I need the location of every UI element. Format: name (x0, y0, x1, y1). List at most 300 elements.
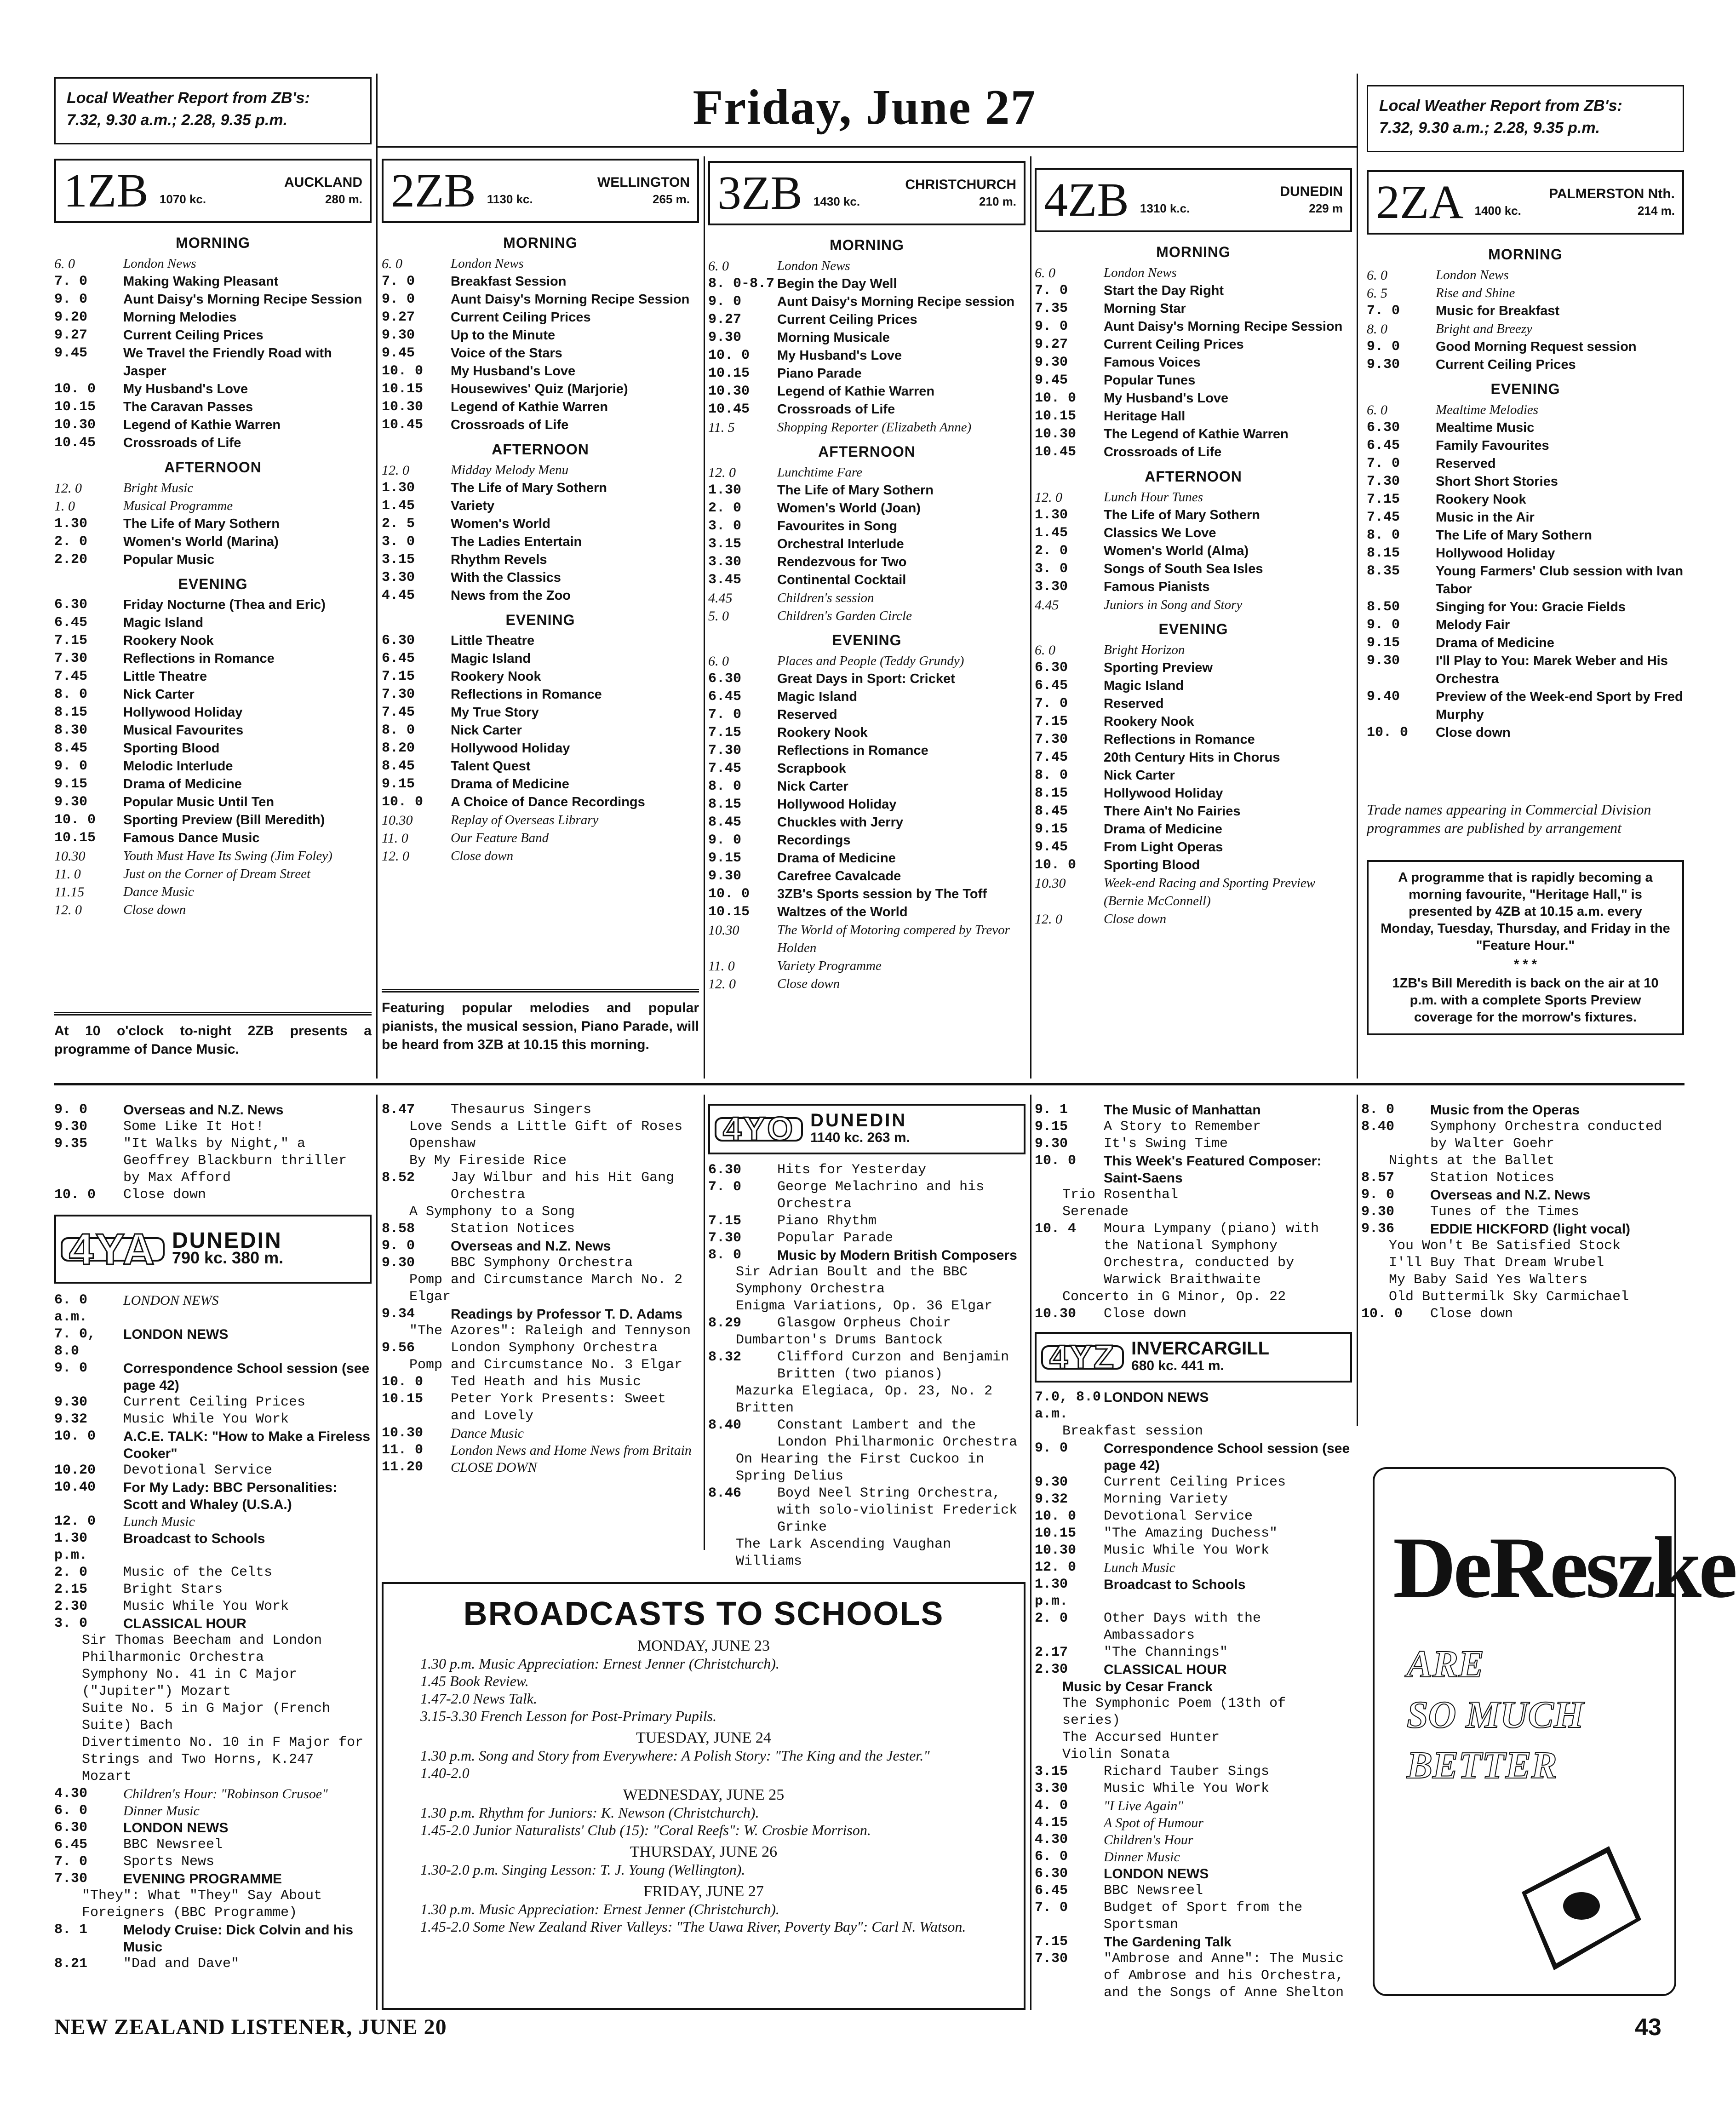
programme-time: 3.15 (708, 536, 742, 552)
programme-row (708, 347, 1026, 365)
programme-row (54, 1479, 372, 1513)
schedule-2za (1367, 239, 1684, 742)
schools-day: WEDNESDAY, JUNE 25 (623, 1786, 785, 1803)
programme-time: 4.15 (1035, 1815, 1068, 1830)
programme-time: 2. 0 (708, 500, 742, 516)
programme-title: Music by Modern British Composers (777, 1248, 1017, 1263)
station-4ya-header (54, 1215, 372, 1284)
programme-row (54, 273, 372, 291)
cigarette-box-icon (1513, 1837, 1650, 1984)
programme-title: My Husband's Love (1104, 391, 1229, 406)
programme-detail: You Won't Be Satisfied Stock (1389, 1238, 1621, 1254)
programme-time: 1.30 (382, 480, 415, 496)
programme-time: 9.45 (382, 345, 415, 361)
programme-row (1035, 1644, 1352, 1661)
programme-title: Favourites in Song (777, 519, 898, 534)
programme-time: 1.45 (382, 498, 415, 514)
separator-stars: * * * (1514, 957, 1537, 972)
programme-time: 6.30 (382, 633, 415, 648)
column-divider (1030, 156, 1031, 1079)
programme-row (1035, 318, 1352, 336)
programme-time: 3.45 (708, 572, 742, 588)
programme-time: 7.15 (708, 1213, 742, 1229)
programme-time: 10. 0 (708, 348, 750, 363)
programme-time: 12. 0 (54, 902, 82, 918)
programme-time: 10.15 (708, 904, 750, 920)
programme-title: Hollywood Holiday (777, 797, 897, 812)
programme-title: Legend of Kathie Warren (451, 400, 608, 414)
schools-line: 1.30 p.m. Music Appreciation: Ernest Jenner (Christchurch). (420, 1901, 779, 1917)
programme-row (54, 1581, 372, 1598)
programme-row (54, 551, 372, 569)
programme-title: Broadcast to Schools (123, 1531, 265, 1546)
section-heading: AFTERNOON (1145, 468, 1242, 485)
programme-title: Nick Carter (451, 723, 522, 738)
programme-title: Some Like It Hot! (123, 1119, 264, 1135)
programme-title: Bright and Breezy (1436, 321, 1532, 336)
weather-left-line2: 7.32, 9.30 a.m.; 2.28, 9.35 p.m. (67, 111, 288, 129)
programme-row (1035, 1933, 1352, 1951)
programme-time: 2. 0 (54, 534, 88, 550)
programme-row (382, 479, 699, 497)
programme-title: Music in the Air (1436, 510, 1535, 525)
programme-title: Ted Heath and his Music (451, 1374, 642, 1390)
heritage-hall-box (1367, 860, 1684, 1035)
programme-title: CLASSICAL HOUR (1104, 1662, 1227, 1677)
programme-row (1367, 562, 1684, 598)
programme-title: Jay Wilbur and his Hit Gang Orchestra (451, 1170, 675, 1203)
programme-title: Children's session (777, 591, 874, 605)
programme-title: Carefree Cavalcade (777, 869, 901, 884)
programme-time: 8. 0 (708, 1247, 742, 1263)
station-city: WELLINGTON (597, 175, 690, 190)
station-metres: 210 m. (979, 195, 1016, 208)
programme-title: Close down (451, 849, 514, 863)
programme-time: 8.29 (708, 1315, 742, 1331)
column-divider (376, 74, 378, 1079)
programme-title: Clifford Curzon and Benjamin Britten (two pianos) (777, 1349, 1009, 1382)
programme-row (382, 686, 699, 704)
programme-title: The Life of Mary Sothern (1436, 528, 1592, 543)
programme-detail: My Baby Said Yes Walters (1389, 1272, 1588, 1288)
programme-row (382, 291, 699, 309)
programme-row (1035, 1525, 1352, 1542)
programme-row (708, 957, 1026, 975)
programme-title: The Life of Mary Sothern (777, 483, 934, 498)
programme-time: 9.30 (54, 1394, 88, 1410)
programme-row (1035, 1814, 1352, 1831)
programme-time: 6.30 (708, 671, 742, 687)
programme-time: 10.20 (54, 1463, 96, 1478)
programme-time: 6.30 (54, 597, 88, 613)
programme-row (1361, 1170, 1683, 1187)
ad-tagline-1: ARE (1407, 1643, 1484, 1686)
programme-row (54, 883, 372, 901)
programme-title: Crossroads of Life (123, 436, 241, 450)
programme-title: Morning Variety (1104, 1492, 1228, 1507)
programme-row (1035, 542, 1352, 560)
programme-row (54, 775, 372, 793)
programme-title: Dinner Music (123, 1803, 200, 1819)
programme-title: Our Feature Band (451, 831, 549, 845)
programme-time: 6. 5 (1367, 286, 1387, 301)
programme-row (1361, 1187, 1683, 1204)
column-divider (1357, 74, 1358, 1079)
programme-row (1361, 1153, 1683, 1170)
programme-row (1035, 488, 1352, 506)
programme-row (1035, 1729, 1352, 1746)
programme-time: 9. 0 (382, 1238, 415, 1254)
programme-detail: Pomp and Circumstance No. 3 Elgar (409, 1357, 683, 1373)
programme-time: 10. 0 (1035, 1509, 1077, 1524)
section-heading: AFTERNOON (164, 459, 262, 476)
programme-title: Replay of Overseas Library (451, 813, 599, 827)
programme-time: 10. 0 (382, 363, 424, 379)
programme-time: 6. 0 (708, 654, 729, 669)
schools-day: FRIDAY, JUNE 27 (643, 1883, 764, 1900)
programme-title: Youth Must Have Its Swing (Jim Foley) (123, 849, 332, 863)
programme-time: 7. 0 (1367, 456, 1400, 471)
programme-time: 10.30 (382, 813, 413, 828)
programme-title: Devotional Service (123, 1463, 273, 1478)
programme-row (708, 464, 1026, 482)
programme-row (1367, 724, 1684, 742)
programme-title: My Husband's Love (451, 364, 576, 379)
programme-title: Women's World (Marina) (123, 534, 279, 549)
programme-row (1035, 713, 1352, 731)
programme-row (54, 533, 372, 551)
programme-title: Talent Quest (451, 759, 531, 774)
programme-row (708, 499, 1026, 517)
programme-time: 9.45 (1035, 373, 1068, 388)
programme-time: 9.30 (1367, 653, 1400, 669)
programme-row (382, 1119, 699, 1153)
programme-row (708, 1485, 1026, 1536)
programme-row (1035, 1661, 1352, 1678)
programme-title: London News (451, 256, 524, 271)
programme-title: Famous Pianists (1104, 579, 1210, 594)
station-kc: 1070 kc. (159, 192, 206, 206)
programme-row (708, 589, 1026, 607)
programme-title: Scrapbook (777, 761, 846, 776)
programme-title: Aunt Daisy's Morning Recipe Session (1104, 319, 1343, 334)
programme-row (382, 1357, 699, 1374)
programme-row (54, 416, 372, 434)
programme-row (708, 1213, 1026, 1230)
programme-row (1035, 1440, 1352, 1474)
programme-time: 10.15 (1035, 408, 1077, 424)
programme-title: Magic Island (1104, 678, 1184, 693)
programme-title: EVENING PROGRAMME (123, 1871, 282, 1887)
programme-time: 6. 0 (54, 1803, 88, 1819)
programme-row (1035, 1423, 1352, 1440)
programme-title: Hollywood Holiday (123, 705, 243, 720)
programme-row (708, 652, 1026, 670)
programme-title: Nick Carter (1104, 768, 1175, 783)
programme-row (1035, 1153, 1352, 1187)
programme-row (382, 1102, 699, 1119)
programme-title: Popular Music Until Ten (123, 795, 275, 809)
programme-title: EDDIE HICKFORD (light vocal) (1430, 1222, 1631, 1237)
programme-time: 9.36 (1361, 1221, 1395, 1237)
programme-row (1035, 1780, 1352, 1797)
programme-title: Week-end Racing and Sporting Preview (Bernie McConnell) (1104, 876, 1316, 908)
programme-row (708, 311, 1026, 329)
programme-time: 9. 0 (708, 832, 742, 848)
programme-time: 9.45 (54, 345, 88, 361)
programme-time: 8.21 (54, 1956, 88, 1972)
programme-time: 3.15 (382, 552, 415, 568)
programme-time: 10. 0 (382, 794, 424, 810)
programme-title: We Travel the Friendly Road with Jasper (123, 346, 332, 379)
programme-time: 9.30 (1035, 355, 1068, 370)
programme-detail: Violin Sonata (1062, 1747, 1170, 1762)
station-meta (1140, 184, 1343, 217)
programme-row (708, 742, 1026, 760)
section-heading: EVENING (1158, 621, 1228, 637)
programme-time: 8. 0 (1035, 768, 1068, 783)
programme-time: 12. 0 (708, 976, 736, 992)
station-header-1zb (54, 159, 372, 223)
programme-row (54, 722, 372, 740)
programme-row (708, 365, 1026, 383)
programme-row (708, 517, 1026, 535)
col3-lower (708, 1104, 1026, 1570)
broadcasts-to-schools (382, 1582, 1026, 2010)
schools-line: 1.40-2.0 (420, 1765, 470, 1781)
programme-time: 12. 0 (1035, 1560, 1077, 1575)
programme-row (54, 291, 372, 309)
programme-row (54, 847, 372, 865)
programme-detail: Pomp and Circumstance March No. 2 Elgar (409, 1272, 683, 1305)
programme-title: Overseas and N.Z. News (1430, 1188, 1591, 1203)
programme-title: Housewives' Quiz (Marjorie) (451, 382, 628, 396)
programme-time: 3.15 (1035, 1764, 1068, 1779)
weather-left-line1: Local Weather Report from ZB's: (67, 89, 310, 107)
programme-title: Reflections in Romance (451, 687, 602, 702)
station-city: DUNEDIN (1280, 184, 1343, 199)
programme-title: London News (1104, 265, 1177, 280)
page-title: Friday, June 27 (693, 80, 1037, 135)
programme-title: BBC Newsreel (1104, 1883, 1203, 1899)
programme-title: Current Ceiling Prices (1104, 337, 1244, 352)
programme-title: News from the Zoo (451, 588, 571, 603)
programme-row (382, 416, 699, 434)
programme-time: 3. 0 (382, 534, 415, 550)
programme-time: 10. 0 (708, 886, 750, 902)
station-frequency (1475, 202, 1675, 219)
programme-time: 10.45 (382, 417, 424, 433)
programme-title: Melodic Interlude (123, 759, 233, 774)
programme-time: 9.27 (708, 312, 742, 327)
programme-row (1361, 1272, 1683, 1289)
programme-row (1035, 641, 1352, 659)
programme-time: 10.15 (708, 366, 750, 381)
bill-meredith-note: 1ZB's Bill Meredith is back on the air at 10 p.m. with a complete Sports Preview coverage for the morrow's fixtures. (1392, 976, 1659, 1025)
programme-title: "Ambrose and Anne": The Music of Ambrose and his Orchestra, and the Songs of Anne Shelton (1104, 1951, 1344, 2001)
programme-row (1367, 266, 1684, 284)
programme-row (1035, 785, 1352, 803)
programme-row (708, 814, 1026, 832)
programme-time: 8. 0 (1367, 528, 1400, 543)
station-city: PALMERSTON Nth. (1549, 186, 1675, 201)
programme-row (708, 419, 1026, 436)
programme-title: Music While You Work (1104, 1781, 1270, 1796)
programme-title: The Caravan Passes (123, 400, 253, 414)
programme-title: Breakfast Session (451, 274, 567, 289)
programme-time: 2. 0 (1035, 543, 1068, 559)
schedule-3zb (708, 230, 1026, 993)
programme-row (382, 1442, 699, 1459)
programme-title: The Ladies Entertain (451, 534, 582, 549)
programme-time: 1.45 (1035, 525, 1068, 541)
programme-title: Other Days with the Ambassadors (1104, 1611, 1261, 1643)
programme-title: Music While You Work (123, 1411, 289, 1427)
programme-row (1035, 1576, 1352, 1610)
programme-row (1367, 419, 1684, 437)
station-4ya-city: DUNEDIN (172, 1228, 282, 1253)
programme-time: 3. 0 (708, 518, 742, 534)
programme-row (54, 1888, 372, 1922)
column-divider (376, 1095, 378, 2010)
programme-title: For My Lady: BBC Personalities: Scott and Whaley (U.S.A.) (123, 1480, 338, 1512)
programme-detail: Nights at the Ballet (1389, 1153, 1555, 1169)
programme-time: 9. 0 (1367, 617, 1400, 633)
programme-title: Melody Fair (1436, 618, 1510, 632)
programme-time: 9.15 (1035, 821, 1068, 837)
programme-row (382, 344, 699, 362)
programme-title: Constant Lambert and the London Philharmonic Orchestra (777, 1417, 1018, 1450)
programme-title: Rookery Nook (1104, 714, 1194, 729)
programme-time: 9.15 (54, 776, 88, 792)
programme-detail: By My Fireside Rice (409, 1153, 567, 1169)
ad-brand: DeReszke (1393, 1520, 1735, 1616)
programme-row (1367, 338, 1684, 356)
programme-row (1035, 506, 1352, 524)
station-4yo-header (708, 1104, 1026, 1154)
programme-time: 6.30 (1035, 1866, 1068, 1882)
programme-time: 11. 0 (382, 1442, 424, 1458)
programme-row (54, 829, 372, 847)
programme-title: Rendezvous for Two (777, 555, 907, 569)
programme-row (1035, 1542, 1352, 1559)
programme-title: Variety (451, 499, 495, 513)
programme-row (382, 380, 699, 398)
programme-title: Close down (1104, 1306, 1187, 1322)
programme-time: 8.15 (1035, 786, 1068, 801)
programme-time: 7.30 (54, 651, 88, 666)
programme-time: 7.45 (1367, 510, 1400, 525)
section-heading: MORNING (503, 235, 578, 251)
section-heading: EVENING (505, 612, 575, 628)
programme-row (1367, 356, 1684, 374)
section-heading: MORNING (176, 235, 250, 251)
col4-lower (1035, 1102, 1352, 2002)
programme-row (382, 1153, 699, 1170)
programme-row (1035, 1102, 1352, 1119)
programme-row (1035, 1204, 1352, 1221)
programme-title: Budget of Sport from the Sportsman (1104, 1900, 1303, 1933)
programme-row (54, 811, 372, 829)
programme-time: 4.30 (54, 1786, 88, 1801)
programme-time: 8.45 (708, 815, 742, 830)
programme-detail: A Symphony to a Song (409, 1204, 575, 1220)
programme-title: Places and People (Teddy Grundy) (777, 654, 964, 668)
programme-time: 10. 0 (1035, 1153, 1077, 1169)
programme-row (54, 1802, 372, 1819)
section-heading: MORNING (1156, 244, 1231, 260)
programme-time: 6. 0 (1035, 643, 1055, 658)
programme-row (1035, 1763, 1352, 1780)
programme-title: Close down (777, 976, 840, 991)
programme-time: 3.30 (382, 570, 415, 585)
programme-title: Rookery Nook (123, 633, 214, 648)
programme-row (1035, 856, 1352, 874)
programme-title: Waltzes of the World (777, 905, 908, 919)
programme-time: 6. 0 a.m. (54, 1292, 88, 1325)
programme-row (54, 1564, 372, 1581)
programme-row (1035, 1610, 1352, 1644)
programme-time: 6.45 (1035, 1883, 1068, 1899)
programme-row (54, 757, 372, 775)
programme-title: Tunes of the Times (1430, 1204, 1580, 1220)
programme-time: 7.45 (54, 669, 88, 684)
programme-title: Lunch Music (1104, 1560, 1175, 1575)
programme-title: Popular Music (123, 552, 215, 567)
programme-time: 9. 0 (708, 294, 742, 310)
programme-time: 7. 0 (382, 274, 415, 289)
programme-time: 6. 0 (1367, 402, 1387, 418)
programme-title: Hollywood Holiday (1104, 786, 1223, 801)
programme-time: 10. 0 (54, 812, 96, 828)
station-call-sign: 1ZB (63, 164, 149, 217)
programme-row (1035, 1559, 1352, 1576)
programme-time: 8.45 (1035, 803, 1068, 819)
programme-row (1367, 545, 1684, 562)
programme-time: 9.30 (1361, 1204, 1395, 1220)
programme-title: Aunt Daisy's Morning Recipe Session (123, 292, 362, 307)
programme-title: Close down (1104, 912, 1167, 926)
programme-row (54, 479, 372, 497)
programme-row (1035, 1865, 1352, 1882)
programme-title: Rookery Nook (451, 669, 541, 684)
programme-row (708, 1451, 1026, 1485)
programme-time: 10.15 (1035, 1526, 1077, 1541)
programme-title: CLOSE DOWN (451, 1460, 537, 1475)
programme-row (708, 1417, 1026, 1451)
programme-detail: Dumbarton's Drums Bantock (736, 1332, 943, 1348)
programme-title: Rise and Shine (1436, 286, 1515, 300)
programme-row (1035, 443, 1352, 461)
programme-title: The Life of Mary Sothern (123, 516, 280, 531)
programme-title: Nick Carter (777, 779, 848, 794)
programme-detail: Divertimento No. 10 in F Major for Strings and Two Horns, K.247 Mozart (82, 1735, 364, 1784)
programme-title: Songs of South Sea Isles (1104, 562, 1263, 576)
programme-time: 7. 0 (1035, 696, 1068, 711)
programme-title: 20th Century Hits in Chorus (1104, 750, 1280, 765)
programme-detail: Concerto in G Minor, Op. 22 (1062, 1289, 1286, 1305)
programme-time: 8.45 (382, 758, 415, 774)
programme-time: 9. 0 (382, 292, 415, 307)
programme-time: 8.50 (1367, 599, 1400, 615)
programme-title: Bright Stars (123, 1582, 223, 1597)
programme-title: Aunt Daisy's Morning Recipe Session (451, 292, 690, 307)
schools-line: 1.30-2.0 p.m. Singing Lesson: T. J. Young (Wellington). (420, 1861, 745, 1878)
programme-time: 10. 0 (1035, 857, 1077, 873)
note-2zb: Featuring popular melodies and popular pianists, the musical session, Piano Parade, will be heard from 3ZB at 10.15 this morning. (382, 989, 699, 1054)
programme-row (1035, 820, 1352, 838)
programme-detail: The Lark Ascending Vaughan Williams (736, 1537, 951, 1569)
